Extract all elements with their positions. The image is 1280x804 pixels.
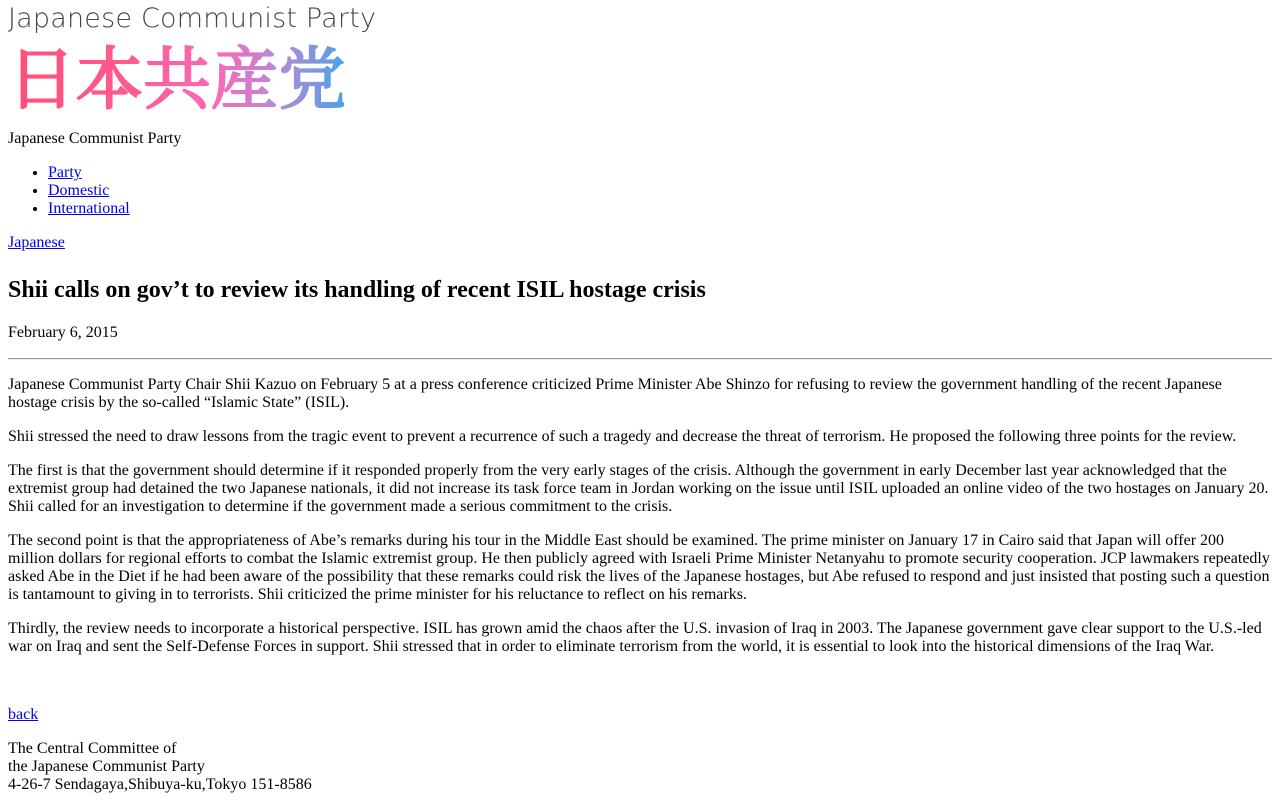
main-nav [8, 164, 1272, 218]
footer-address [8, 740, 1272, 794]
brand-name-english: Japanese Communist Party [8, 3, 377, 34]
footer-line: The Central Committee of [8, 740, 177, 757]
nav-link-international[interactable]: International [48, 200, 130, 217]
nav-item-domestic [48, 182, 1272, 200]
article-paragraph: Thirdly, the review needs to incorporate a historical perspective. ISIL has grown amid the chaos after the U.S. invasion of Iraq in 2003. The Japanese government gave clear support to the U.S.-led war on Iraq and sent the Self-Defense Forces in support. Shii stressed that in order to eliminate terrorism from the world, it is essential to look into the historical dimensions of the Iraq War. [8, 620, 1262, 655]
footer-line: 4-26-7 Sendagaya,Shibuya-ku,Tokyo 151-8586 [8, 776, 312, 793]
divider [8, 358, 1272, 360]
article-paragraph: Japanese Communist Party Chair Shii Kazuo on February 5 at a press conference criticized Prime Minister Abe Shinzo for refusing to review the government handling of the recent Japanese hostage crisis by the so-called “Islamic State” (ISIL). [8, 376, 1222, 411]
nav-link-domestic[interactable]: Domestic [48, 182, 110, 199]
nav-item-party [48, 164, 1272, 182]
article-title: Shii calls on gov’t to review its handling of recent ISIL hostage crisis [8, 277, 706, 303]
article-body [8, 376, 1272, 656]
footer-line: the Japanese Communist Party [8, 758, 205, 775]
article-paragraph: The first is that the government should determine if it responded properly from the very early stages of the crisis. Although the government in early December last year acknowledged that the extremist group had detained the two Japanese nationals, it did not increase its task force team in Jordan working on the issue until ISIL uploaded an online video of the two hostages on January 20. Shii called for an investigation to determine if the government made a serious commitment to the crisis. [8, 462, 1269, 515]
site-tagline: Japanese Communist Party [8, 130, 182, 147]
jcp-logo[interactable] [8, 40, 348, 112]
article-date: February 6, 2015 [8, 324, 118, 341]
spacer [8, 656, 1272, 690]
japanese-language-link[interactable]: Japanese [8, 234, 65, 251]
jcp-logo-text: 日本共産党 [8, 41, 346, 112]
nav-item-international [48, 200, 1272, 218]
language-switch [8, 234, 1272, 252]
nav-link-party[interactable]: Party [48, 164, 82, 181]
article-paragraph: Shii stressed the need to draw lessons from the tragic event to prevent a recurrence of such a tragedy and decrease the threat of terrorism. He proposed the following three points for the review. [8, 428, 1237, 445]
back-link[interactable]: back [8, 706, 39, 723]
site-header [8, 4, 1272, 148]
article-paragraph: The second point is that the appropriateness of Abe’s remarks during his tour in the Middle East should be examined. The prime minister on January 17 in Cairo said that Japan will offer 200 million dollars for regional efforts to combat the Islamic extremist group. He then publicly agreed with Israeli Prime Minister Netanyahu to promote security cooperation. JCP lawmakers repeatedly asked Abe in the Diet if he had been aware of the possibility that these remarks could risk the lives of the Japanese hostages, but Abe refused to respond and just insisted that posting such a question is tantamount to giving in to terrorists. Shii criticized the prime minister for his reluctance to reflect on his remarks. [8, 532, 1270, 603]
back-nav [8, 706, 1272, 724]
